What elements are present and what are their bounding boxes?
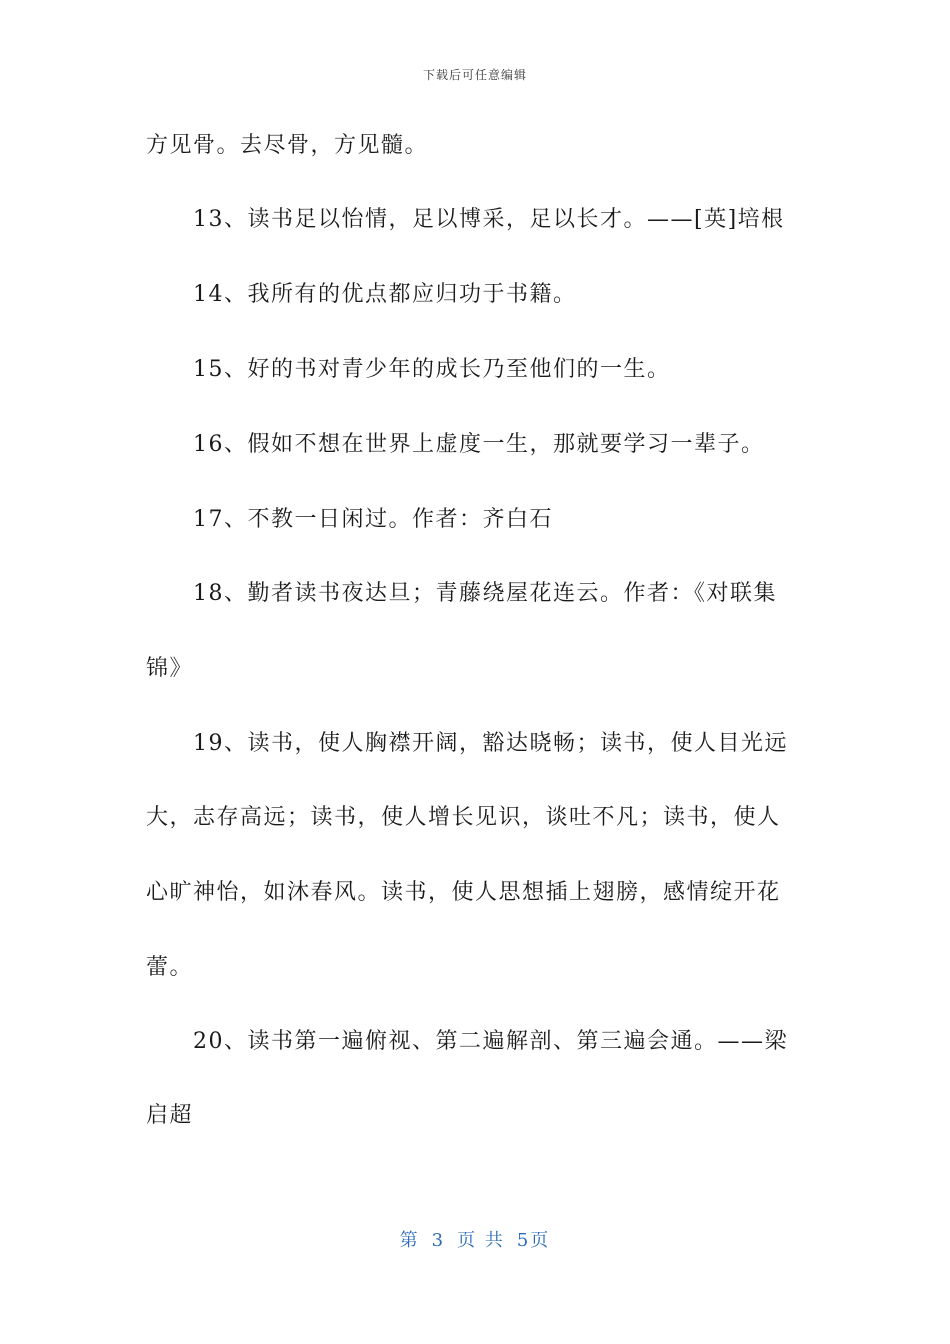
page-header: 下载后可任意编辑 xyxy=(422,68,527,82)
text-line: 启超 xyxy=(146,1103,194,1128)
quote-17: 17、不教一日闲过。作者：齐白石 xyxy=(193,507,553,532)
quote-20: 20、读书第一遍俯视、第二遍解剖、第三遍会通。——梁 xyxy=(193,1029,788,1054)
footer-current-page: 3 xyxy=(431,1230,446,1251)
quote-13: 13、读书足以怡情，足以博采，足以长才。——[英]培根 xyxy=(193,207,785,232)
footer-prefix: 第 xyxy=(399,1230,420,1251)
text-line: 锦》 xyxy=(146,656,194,681)
footer-total-pages: 5页 xyxy=(516,1230,551,1251)
quote-16: 16、假如不想在世界上虚度一生，那就要学习一辈子。 xyxy=(193,432,765,457)
footer-middle: 页 共 xyxy=(457,1230,505,1251)
text-line: 蕾。 xyxy=(146,955,194,980)
quote-19: 19、读书，使人胸襟开阔，豁达晓畅；读书，使人目光远 xyxy=(193,731,788,756)
quote-18: 18、勤者读书夜达旦；青藤绕屋花连云。作者：《对联集 xyxy=(193,581,777,606)
quote-15: 15、好的书对青少年的成长乃至他们的一生。 xyxy=(193,357,671,382)
quote-14: 14、我所有的优点都应归功于书籍。 xyxy=(193,282,577,307)
text-line: 大，志存高远；读书，使人增长见识，谈吐不凡；读书，使人 xyxy=(146,805,781,830)
page-footer xyxy=(0,1226,950,1252)
text-line: 方见骨。去尽骨，方见髓。 xyxy=(146,133,429,158)
text-line: 心旷神怡，如沐春风。读书，使人思想插上翅膀，感情绽开花 xyxy=(146,880,781,905)
